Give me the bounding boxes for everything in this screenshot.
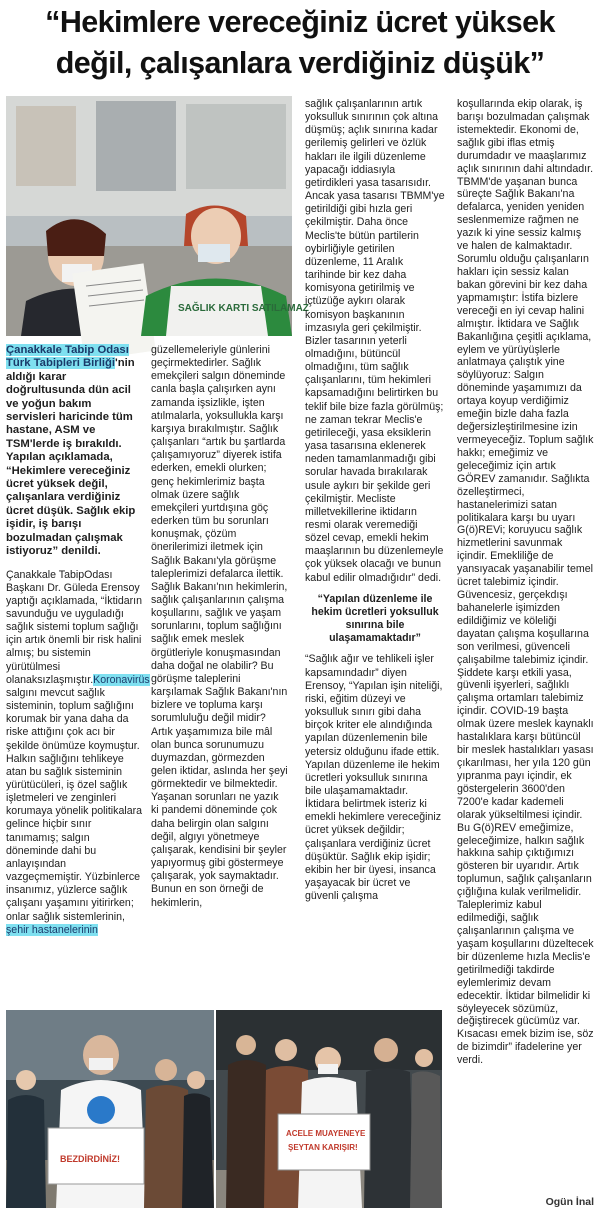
column-1 [6, 344, 150, 937]
lead-paragraph: Çanakkale Tabip Odası Türk Tabipleri Birliği'nin aldığı karar doğrultusunda dün acil ve yoğun bakım servisleri haricinde tüm hastane, ASM ve TSM'lerde iş bırakıldı. Yapılan açıklamada, “Hekimlere vereceğiniz ücret yüksek değil, çalışanlara verdiğiniz ücret düşük. Sağlık ekip işidir, iş barışı bozulmadan çalışmak istiyoruz” denildi. [6, 344, 136, 558]
protest-sign-text: BEZDİRDİNİZ! [60, 1154, 120, 1164]
headline: “Hekimlere vereceğiniz ücret yüksek değil, çalışanlara verdiğiniz düşük” [45, 5, 555, 80]
top-photo [6, 96, 309, 336]
byline: Ogün İnal [545, 1196, 594, 1208]
highlight-koronavirus[interactable]: Koronavirüs [93, 673, 150, 686]
bottom-right-photo [216, 1010, 442, 1208]
paragraph-col1: Çanakkale TabipOdası Başkanı Dr. Güleda Erensoy yaptığı açıklamada, “İktidarın savunduğu ve uyguladığı sağlık sistemi toplum sağlığı için artık önemli bir risk halini almış; bu sistemin yürütülmesi olanaksızlaşmıştır.Koronavirüs salgını mevcut sağlık sisteminin, toplum sağlığını korumak bir yana daha da riske attığını çok acı bir şekilde önümüze koymuştur. Halkın sağlığını tehlikeye atan bu sağlık sisteminin yürütücüleri, iş özel sağlık işletmeleri ve zenginleri korumaya yönelik politikalara gelince hiçbir sınır tanımamış; salgın döneminde dahi bu anlayışından vazgeçmemiştir. Yüzbinlerce insanımız, yüzlerce sağlık çalışanı yaşamını yitirirken; onlar sağlık sistemlerinin, şehir hastanelerinin [6, 568, 150, 936]
bottom-left-photo [6, 1010, 214, 1208]
column-2 [151, 344, 289, 910]
protest-sign-line-1: ACELE MUAYENEYE [286, 1129, 366, 1138]
protest-sign-line-2: ŞEYTAN KARIŞIR! [288, 1143, 358, 1152]
subheading: “Yapılan düzenleme ile hekim ücretleri yoksulluk sınırına bile ulaşamamaktadır” [311, 592, 439, 645]
vest-text: SAĞLIK KARTI SATILAMAZ [178, 303, 309, 314]
highlight-tabip-odasi[interactable]: Çanakkale Tabip Odası [6, 344, 129, 356]
paragraph-col4: koşullarında ekip olarak, iş barışı bozulmadan çalışmak istemektedir. Ekonomi de, sağlık gibi iflas etmiş durumdadır ve maaşlarımız açlık sınırının dahi altındadır. TBMM'de yaşanan bunca süreçte Sağlık Bakanı'na defalarca, yeniden yeniden seslenmemize rağmen ne yazık ki yine sessiz kalmış ve halen de kalmaktadır. Sorumlu olduğu çalışanların hakları için sessiz kalan bakan görevini bir kez daha yapmamıştır: İstifa bizlere vereceği en iyi cevap halini almıştır. İktidara ve Sağlık Bakanlığına çeşitli açıklama, eylem ve yürüyüşlerle anlatmaya çalıştık yine söylüyoruz: Salgın döneminde yaşamımızı da ortaya koyup verdiğimiz emeğin bizle daha fazla değersizleştirilmesine izin vermeyeceğiz. Toplum sağlık hakkı; emeğimiz ve geleceğimiz için artık GÖREV zamanıdır. Sağlıkta özelleştirmeci, hastanelerimizi satan politikalara karşı bu uyarı G(ö)REVi; koruyucu sağlık hizmetlerini savunmak içindir. Emekliliğe de yansıyacak yaşanabilir temel ücret talebimiz içindir. Güvencesiz, gerçekdışı bahanelerle işimizden edildiğimiz ve köleliği dayatan çalışma koşullarına son verilmesi, güvenceli çalışabilme talebimiz içindir. Şiddete karşı etkili yasa, güvenli işyerleri, sağlıklı çalışma ortamları talebimiz içindir. COVID-19 başta olmak üzere meslek kaynaklı hastalıklara karşı bütüncül bir meslek hastalıkları yasası çıkarılması, her yıla 120 gün yıpranma payı içindir, ek göstergelerin 3600'den 7200'e kadar kademeli olarak yükseltilmesi içindir. Bu G(ö)REV emeğimize, geleceğimize, halkın sağlık hakkına sahip çıktığımızı gösteren bir uyarıdır. Artık toplumun, sağlık çalışanların çığlığına kulak verilmelidir. Taleplerimiz kabul edilmediği, sağlık çalışanlarının çalışma ve yaşam koşullarını düzeltecek bir düzenleme hızla Meclis'e getirilmediği takdirde eylemlerimiz devam edecektir. İktidar bilmelidir ki söyleyecek sözümüz, değiştirecek gücümüz var. Kısacası emek bizim ise, söz de bizimdir” ifadelerine yer verdi. [457, 98, 594, 1067]
paragraph-col2: güzellemeleriyle günlerini geçirmektedirler. Sağlık emekçileri salgın döneminde canla başla çalışırken aynı zamanda işsizlikle, işten atılmalarla, yoksullukla karşı karşıya bırakılmıştır. Sağlık çalışanları “artık bu şartlarda çalışamıyoruz” diyerek istifa ederken, emekli olurken; genç hekimlerimiz başta olmak üzere sağlık emekçileri yurtdışına göç ederken tüm bu sorunları konuşmak, çözüm önerilerimizi iletmek için Sağlık Bakanı'yla görüşme taleplerimizi defalarca ilettik. Sağlık Bakanı'nın hekimlerin, sağlık çalışanlarının çalışma koşullarını, sağlık ve yaşam sorunlarını, toplum sağlığını sağlık emek meslek örgütleriyle konuşmasından daha doğal ne olabilir? Bu görüşme taleplerini karşılamak Sağlık Bakanı'nın bizlere ve topluma karşı sorumluluğu değil midir? Artık yaşamımıza bile mâl olan bunca sorunumuzu duymazdan, görmezden gelen iktidar, aslında her şeyi görmektedir ve bilmektedir. Yaşanan sorunları ne yazık ki pandemi döneminde çok daha belirgin olan salgını değil, algıyı yönetmeye çalışarak, kendisini bir şeyler yapıyormuş gibi göstermeye çalışarak, yok saymaktadır. Bunun en son örneği de hekimlerin, [151, 344, 288, 909]
highlight-sehir-hastaneleri[interactable]: şehir hastanelerinin [6, 923, 98, 936]
paragraph-col3-1: sağlık çalışanlarının artık yoksulluk sınırının çok altına düşmüş; açlık sınırına kadar gerilemiş gelirleri ve özlük hakları ile ilgili düzenleme yapacağı iddiasıyla getirdikleri yasa tasarısıdır. Ancak yasa tasarısı TBMM'ye getirildiği gibi hızla geri çekilmiştir. Daha önce Meclis'te bütün partilerin oybirliğiyle getirilen düzenleme, 11 Aralık tarihinde bir kez daha komisyona getirilmiş ve içtüzüğe aykırı olarak komisyon başkanının imzasıyla geri çekilmiştir. Bizler tasarının yeterli olmadığını, bütüncül olmadığını, tüm sağlık çalışanlarını, tüm hekimleri kapsamadığını belirtirken bu teklif bile bize fazla görülmüş; ne zaman tekrar Meclis'e getirileceği, yasa eksiklerin yasa tasarısına eklenerek neden tamamlanmadığı gibi sorular havada bırakılarak usule aykırı bir şekilde geri çekilmiştir. Mecliste milletvekillerine iktidarın resmi olarak veremediği sözel cevap, emekli hekim maaşlarının bu düzenlemeyle çok yüksek olacağı ve bunun kabul edilir olmadığıdır” dedi. [305, 98, 445, 584]
highlight-ttb[interactable]: Türk Tabipleri Birliği [6, 357, 116, 370]
column-3 [305, 98, 445, 903]
paragraph-col3-2: “Sağlık ağır ve tehlikeli işler kapsamındadır” diyen Erensoy, “Yapılan işin niteliği, riski, eğitim düzeyi ve yoksulluk sınırı gibi daha birçok kriter ele alındığında yapılan düzenlemenin bile yetersiz olduğunu ifade ettik. Yapılan düzenleme ile hekim ücretleri yoksulluk sınırına bile ulaşamamaktadır. İktidara belirtmek isteriz ki emekli hekimlere vereceğiniz ücret yüksek değildir; çalışanlara verdiğiniz ücret düşüktür. Sağlık ekip işidir; ekibin her bir üyesi, insanca yaşayacak bir ücret ve güvenli çalışma [305, 653, 443, 903]
column-4 [457, 98, 595, 1067]
